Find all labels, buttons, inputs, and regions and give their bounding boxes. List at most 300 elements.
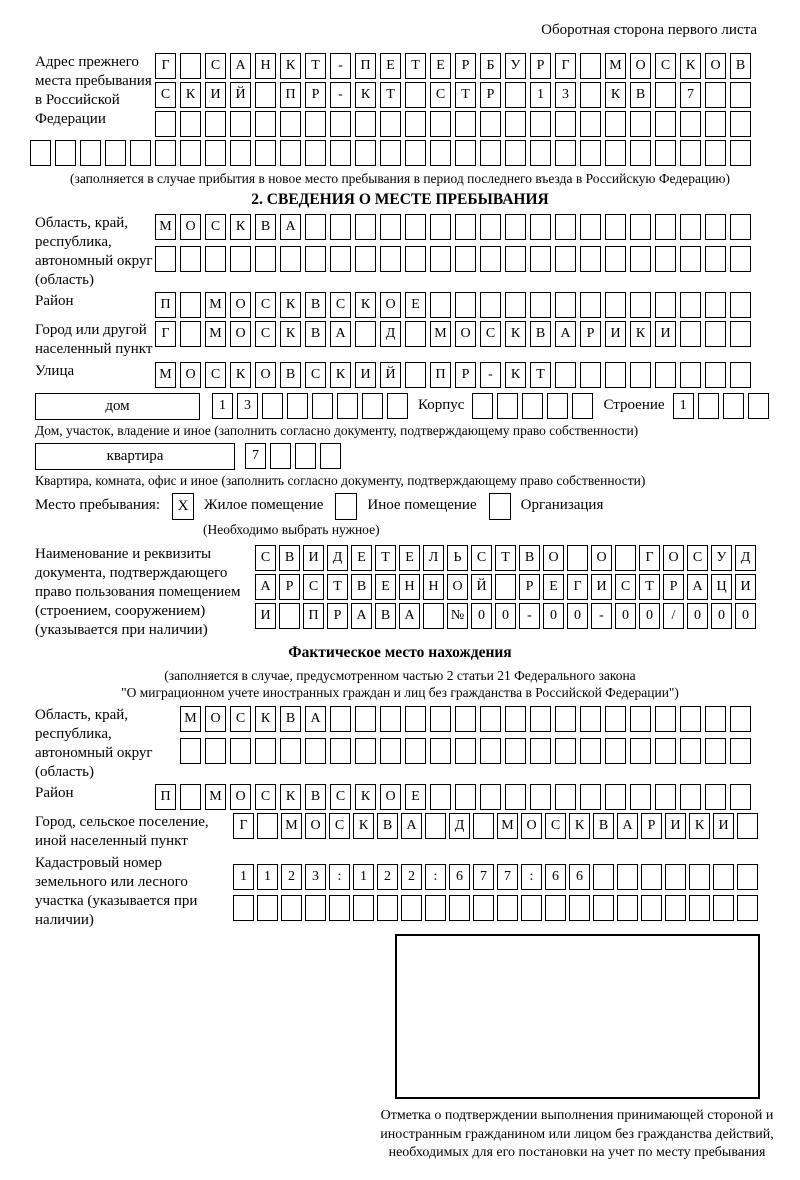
char-box[interactable]: В [593,813,614,839]
char-box[interactable] [280,738,301,764]
char-box[interactable] [605,738,626,764]
char-box[interactable] [505,214,526,240]
char-box[interactable]: Т [639,574,660,600]
char-box[interactable]: В [630,82,651,108]
char-box[interactable] [713,864,734,890]
char-box[interactable]: В [305,292,326,318]
char-box[interactable] [405,111,426,137]
char-box[interactable]: Р [305,82,326,108]
char-box[interactable] [455,246,476,272]
char-box[interactable]: 0 [567,603,588,629]
char-box[interactable] [355,246,376,272]
char-box[interactable] [730,292,751,318]
char-box[interactable]: Й [380,362,401,388]
char-box[interactable] [405,246,426,272]
char-box[interactable]: С [205,214,226,240]
char-box[interactable]: Г [567,574,588,600]
char-box[interactable]: К [569,813,590,839]
char-box[interactable] [522,393,543,419]
char-box[interactable] [405,706,426,732]
char-box[interactable] [580,140,601,166]
char-box[interactable]: О [447,574,468,600]
char-box[interactable] [255,140,276,166]
char-box[interactable] [605,140,626,166]
char-box[interactable] [605,362,626,388]
char-box[interactable] [330,140,351,166]
char-box[interactable] [730,706,751,732]
char-box[interactable] [545,895,566,921]
char-box[interactable]: Р [519,574,540,600]
char-box[interactable] [270,443,291,469]
char-box[interactable]: К [353,813,374,839]
char-box[interactable]: И [303,545,324,571]
char-box[interactable]: В [305,321,326,347]
char-box[interactable]: А [255,574,276,600]
char-box[interactable] [105,140,126,166]
char-box[interactable] [305,738,326,764]
char-box[interactable]: : [425,864,446,890]
char-box[interactable] [705,784,726,810]
char-box[interactable] [180,321,201,347]
char-box[interactable] [605,214,626,240]
char-box[interactable]: 3 [237,393,258,419]
char-box[interactable]: - [480,362,501,388]
char-box[interactable] [330,214,351,240]
char-box[interactable] [665,895,686,921]
char-box[interactable]: 1 [673,393,694,419]
char-box[interactable]: К [689,813,710,839]
char-box[interactable] [480,706,501,732]
char-box[interactable] [180,111,201,137]
char-box[interactable]: 2 [377,864,398,890]
char-box[interactable]: 3 [555,82,576,108]
char-box[interactable] [405,362,426,388]
char-box[interactable] [641,864,662,890]
char-box[interactable] [480,214,501,240]
char-box[interactable] [480,738,501,764]
char-box[interactable] [505,706,526,732]
char-box[interactable] [505,246,526,272]
char-box[interactable]: О [380,292,401,318]
char-box[interactable]: А [351,603,372,629]
char-box[interactable]: В [375,603,396,629]
char-box[interactable]: У [711,545,732,571]
char-box[interactable] [377,895,398,921]
char-box[interactable] [155,140,176,166]
char-box[interactable] [730,82,751,108]
char-box[interactable] [355,706,376,732]
char-box[interactable]: О [230,784,251,810]
char-box[interactable]: В [519,545,540,571]
char-box[interactable]: П [280,82,301,108]
char-box[interactable]: М [205,292,226,318]
char-box[interactable] [605,111,626,137]
char-box[interactable] [405,214,426,240]
char-box[interactable] [655,111,676,137]
char-box[interactable]: Д [449,813,470,839]
char-box[interactable]: Т [495,545,516,571]
char-box[interactable] [680,246,701,272]
char-box[interactable] [555,214,576,240]
char-box[interactable]: Д [380,321,401,347]
char-box[interactable] [387,393,408,419]
char-box[interactable] [405,82,426,108]
char-box[interactable]: Р [455,53,476,79]
char-box[interactable]: Г [639,545,660,571]
char-box[interactable] [730,111,751,137]
char-box[interactable] [630,140,651,166]
char-box[interactable]: А [555,321,576,347]
char-box[interactable]: К [355,292,376,318]
char-box[interactable] [257,895,278,921]
char-box[interactable]: 6 [449,864,470,890]
char-box[interactable]: С [205,362,226,388]
char-box[interactable] [305,214,326,240]
char-box[interactable]: С [255,292,276,318]
char-box[interactable] [530,246,551,272]
char-box[interactable] [689,864,710,890]
char-box[interactable] [320,443,341,469]
char-box[interactable] [455,738,476,764]
char-box[interactable] [580,111,601,137]
char-box[interactable] [705,321,726,347]
char-box[interactable]: К [355,82,376,108]
char-box[interactable]: 1 [353,864,374,890]
char-box[interactable] [255,738,276,764]
char-box[interactable]: В [305,784,326,810]
char-box[interactable]: О [380,784,401,810]
char-box[interactable] [430,706,451,732]
char-box[interactable] [180,784,201,810]
char-box[interactable] [630,784,651,810]
char-box[interactable] [380,246,401,272]
char-box[interactable]: А [230,53,251,79]
char-box[interactable]: 0 [735,603,756,629]
char-box[interactable] [312,393,333,419]
char-box[interactable] [617,895,638,921]
char-box[interactable] [737,864,758,890]
char-box[interactable]: И [591,574,612,600]
char-box[interactable] [737,895,758,921]
char-box[interactable]: Т [405,53,426,79]
char-box[interactable]: 1 [530,82,551,108]
char-box[interactable] [430,784,451,810]
char-box[interactable] [337,393,358,419]
char-box[interactable]: О [705,53,726,79]
char-box[interactable]: 0 [495,603,516,629]
char-box[interactable] [580,53,601,79]
char-box[interactable]: К [355,784,376,810]
char-box[interactable] [580,246,601,272]
char-box[interactable]: Т [455,82,476,108]
char-box[interactable]: Г [155,53,176,79]
char-box[interactable]: 0 [615,603,636,629]
char-box[interactable] [255,246,276,272]
char-box[interactable]: С [329,813,350,839]
char-box[interactable] [279,603,300,629]
char-box[interactable] [555,362,576,388]
char-box[interactable]: К [680,53,701,79]
char-box[interactable] [305,246,326,272]
char-box[interactable] [262,393,283,419]
char-box[interactable] [473,895,494,921]
char-box[interactable]: В [279,545,300,571]
char-box[interactable] [380,706,401,732]
char-box[interactable]: А [401,813,422,839]
char-box[interactable]: Г [155,321,176,347]
char-box[interactable]: 0 [711,603,732,629]
char-box[interactable] [295,443,316,469]
char-box[interactable]: М [205,784,226,810]
char-box[interactable]: Р [279,574,300,600]
char-box[interactable]: Д [735,545,756,571]
char-box[interactable] [280,140,301,166]
char-box[interactable] [355,140,376,166]
char-box[interactable] [455,214,476,240]
char-box[interactable]: Ь [447,545,468,571]
char-box[interactable] [362,393,383,419]
char-box[interactable]: П [155,292,176,318]
char-box[interactable]: О [230,292,251,318]
char-box[interactable] [605,706,626,732]
char-box[interactable] [617,864,638,890]
char-box[interactable]: Б [480,53,501,79]
char-box[interactable]: С [687,545,708,571]
char-box[interactable] [480,292,501,318]
char-box[interactable] [405,738,426,764]
char-box[interactable]: И [665,813,686,839]
char-box[interactable] [680,738,701,764]
char-box[interactable]: С [305,362,326,388]
char-box[interactable]: Й [471,574,492,600]
char-box[interactable] [380,111,401,137]
char-box[interactable]: : [329,864,350,890]
char-box[interactable]: 1 [212,393,233,419]
char-box[interactable] [705,214,726,240]
char-box[interactable] [572,393,593,419]
char-box[interactable]: О [180,362,201,388]
char-box[interactable] [730,738,751,764]
char-box[interactable]: О [255,362,276,388]
char-box[interactable] [480,140,501,166]
char-box[interactable]: К [230,214,251,240]
char-box[interactable] [30,140,51,166]
char-box[interactable]: Л [423,545,444,571]
char-box[interactable] [405,140,426,166]
char-box[interactable] [655,82,676,108]
char-box[interactable]: Р [480,82,501,108]
char-box[interactable]: 7 [680,82,701,108]
char-box[interactable]: Е [380,53,401,79]
char-box[interactable]: Т [375,545,396,571]
char-box[interactable] [330,738,351,764]
checkbox-organization[interactable] [489,493,511,520]
char-box[interactable] [555,140,576,166]
char-box[interactable] [180,738,201,764]
char-box[interactable] [425,895,446,921]
char-box[interactable] [505,140,526,166]
char-box[interactable]: К [505,321,526,347]
char-box[interactable] [580,292,601,318]
char-box[interactable]: 1 [233,864,254,890]
char-box[interactable]: М [155,214,176,240]
char-box[interactable] [655,706,676,732]
char-box[interactable]: 0 [687,603,708,629]
char-box[interactable] [155,246,176,272]
char-box[interactable] [705,362,726,388]
char-box[interactable] [405,321,426,347]
char-box[interactable] [655,140,676,166]
char-box[interactable] [655,292,676,318]
char-box[interactable]: С [303,574,324,600]
char-box[interactable]: В [530,321,551,347]
char-box[interactable]: 0 [471,603,492,629]
char-box[interactable] [480,111,501,137]
char-box[interactable]: 0 [639,603,660,629]
char-box[interactable]: / [663,603,684,629]
char-box[interactable]: П [303,603,324,629]
char-box[interactable]: О [521,813,542,839]
char-box[interactable]: Е [543,574,564,600]
char-box[interactable] [380,140,401,166]
char-box[interactable] [665,864,686,890]
char-box[interactable] [615,545,636,571]
char-box[interactable]: М [155,362,176,388]
char-box[interactable] [680,140,701,166]
char-box[interactable]: С [655,53,676,79]
char-box[interactable]: К [630,321,651,347]
char-box[interactable]: Н [423,574,444,600]
char-box[interactable] [330,246,351,272]
char-box[interactable]: С [545,813,566,839]
char-box[interactable]: А [399,603,420,629]
char-box[interactable] [505,82,526,108]
char-box[interactable]: М [281,813,302,839]
char-box[interactable]: И [655,321,676,347]
char-box[interactable] [230,738,251,764]
char-box[interactable]: В [377,813,398,839]
char-box[interactable] [705,140,726,166]
char-box[interactable]: 7 [245,443,266,469]
char-box[interactable]: У [505,53,526,79]
char-box[interactable] [737,813,758,839]
char-box[interactable] [569,895,590,921]
char-box[interactable] [655,246,676,272]
char-box[interactable] [180,292,201,318]
char-box[interactable]: С [255,545,276,571]
char-box[interactable]: - [330,53,351,79]
char-box[interactable] [480,246,501,272]
char-box[interactable] [257,813,278,839]
char-box[interactable] [497,895,518,921]
char-box[interactable] [705,246,726,272]
char-box[interactable] [401,895,422,921]
char-box[interactable] [430,140,451,166]
char-box[interactable] [730,362,751,388]
char-box[interactable] [55,140,76,166]
char-box[interactable]: С [205,53,226,79]
char-box[interactable] [255,111,276,137]
char-box[interactable]: № [447,603,468,629]
char-box[interactable]: К [330,362,351,388]
char-box[interactable] [580,706,601,732]
char-box[interactable] [495,574,516,600]
char-box[interactable] [593,864,614,890]
char-box[interactable]: Е [405,292,426,318]
char-box[interactable]: - [330,82,351,108]
char-box[interactable]: К [605,82,626,108]
char-box[interactable]: С [430,82,451,108]
char-box[interactable]: О [630,53,651,79]
char-box[interactable]: Р [641,813,662,839]
char-box[interactable]: 0 [543,603,564,629]
char-box[interactable] [730,214,751,240]
char-box[interactable]: К [280,292,301,318]
char-box[interactable]: 3 [305,864,326,890]
char-box[interactable]: И [205,82,226,108]
char-box[interactable] [680,111,701,137]
char-box[interactable] [630,246,651,272]
char-box[interactable]: А [687,574,708,600]
char-box[interactable] [505,111,526,137]
char-box[interactable]: К [180,82,201,108]
char-box[interactable] [530,738,551,764]
char-box[interactable] [355,111,376,137]
char-box[interactable] [705,292,726,318]
char-box[interactable] [353,895,374,921]
char-box[interactable]: С [230,706,251,732]
char-box[interactable] [530,706,551,732]
char-box[interactable]: 1 [257,864,278,890]
char-box[interactable]: Р [580,321,601,347]
char-box[interactable] [180,53,201,79]
char-box[interactable] [180,140,201,166]
char-box[interactable]: С [471,545,492,571]
char-box[interactable] [680,706,701,732]
char-box[interactable] [580,784,601,810]
char-box[interactable] [605,292,626,318]
char-box[interactable] [530,140,551,166]
char-box[interactable] [580,738,601,764]
char-box[interactable]: Е [375,574,396,600]
char-box[interactable] [580,362,601,388]
char-box[interactable]: Т [530,362,551,388]
char-box[interactable] [705,111,726,137]
char-box[interactable]: П [355,53,376,79]
char-box[interactable]: Т [305,53,326,79]
char-box[interactable]: В [730,53,751,79]
char-box[interactable] [505,784,526,810]
char-box[interactable] [472,393,493,419]
char-box[interactable] [605,784,626,810]
char-box[interactable]: А [305,706,326,732]
char-box[interactable] [80,140,101,166]
char-box[interactable]: Р [455,362,476,388]
char-box[interactable] [680,784,701,810]
char-box[interactable]: С [330,784,351,810]
char-box[interactable]: 2 [281,864,302,890]
char-box[interactable]: О [663,545,684,571]
char-box[interactable] [205,111,226,137]
char-box[interactable] [555,738,576,764]
char-box[interactable] [680,321,701,347]
char-box[interactable] [730,246,751,272]
char-box[interactable] [555,784,576,810]
char-box[interactable] [505,738,526,764]
char-box[interactable]: А [330,321,351,347]
char-box[interactable]: К [280,53,301,79]
char-box[interactable]: Н [399,574,420,600]
